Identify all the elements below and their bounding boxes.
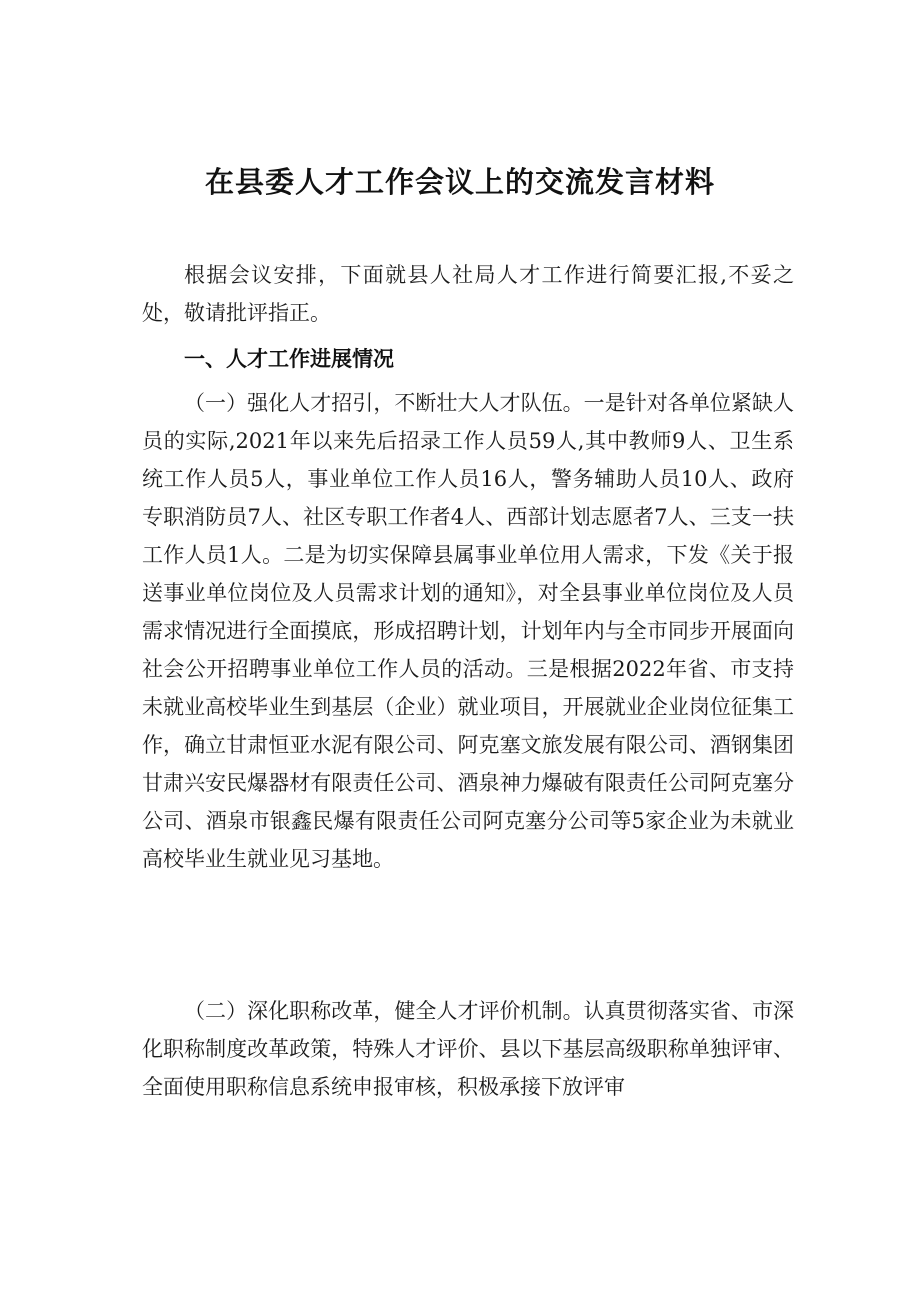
document-title: 在县委人才工作会议上的交流发言材料 (204, 165, 715, 199)
section-paragraph-2: （二）深化职称改革，健全人才评价机制。认真贯彻落实省、市深化职称制度改革政策，特殊人才评价、县以下基层高级职称单独评审、全面使用职称信息系统申报审核，积极承接下放评审 (142, 999, 794, 1099)
section-heading: 一、人才工作进展情况 (184, 347, 394, 371)
intro-paragraph: 根据会议安排，下面就县人社局人才工作进行简要汇报,不妥之处，敬请批评指正。 (142, 263, 794, 325)
section-paragraph-1: （一）强化人才招引，不断壮大人才队伍。一是针对各单位紧缺人员的实际,2021年以来先后招录工作人员59人,其中教师9人、卫生系统工作人员5人，事业单位工作人员16人，警务辅助人员10人、政府专职消防员7人、社区专职工作者4人、西部计划志愿者7人、三支一扶工作人员1人。二是为切实保障县属事业单位用人需求，下发《关于报送事业单位岗位及人员需求计划的通知》，对全县事业单位岗位及人员需求情况进行全面摸底，形成招聘计划，计划年内与全市同步开展面向社会公开招聘事业单位工作人员的活动。三是根据2022年省、市支持未就业高校毕业生到基层（企业）就业项目，开展就业企业岗位征集工作，确立甘肃恒亚水泥有限公司、阿克塞文旅发展有限公司、酒钢集团甘肃兴安民爆器材有限责任公司、酒泉神力爆破有限责任公司阿克塞分公司、酒泉市银鑫民爆有限责任公司阿克塞分公司等5家企业为未就业高校毕业生就业见习基地。 (142, 391, 794, 871)
